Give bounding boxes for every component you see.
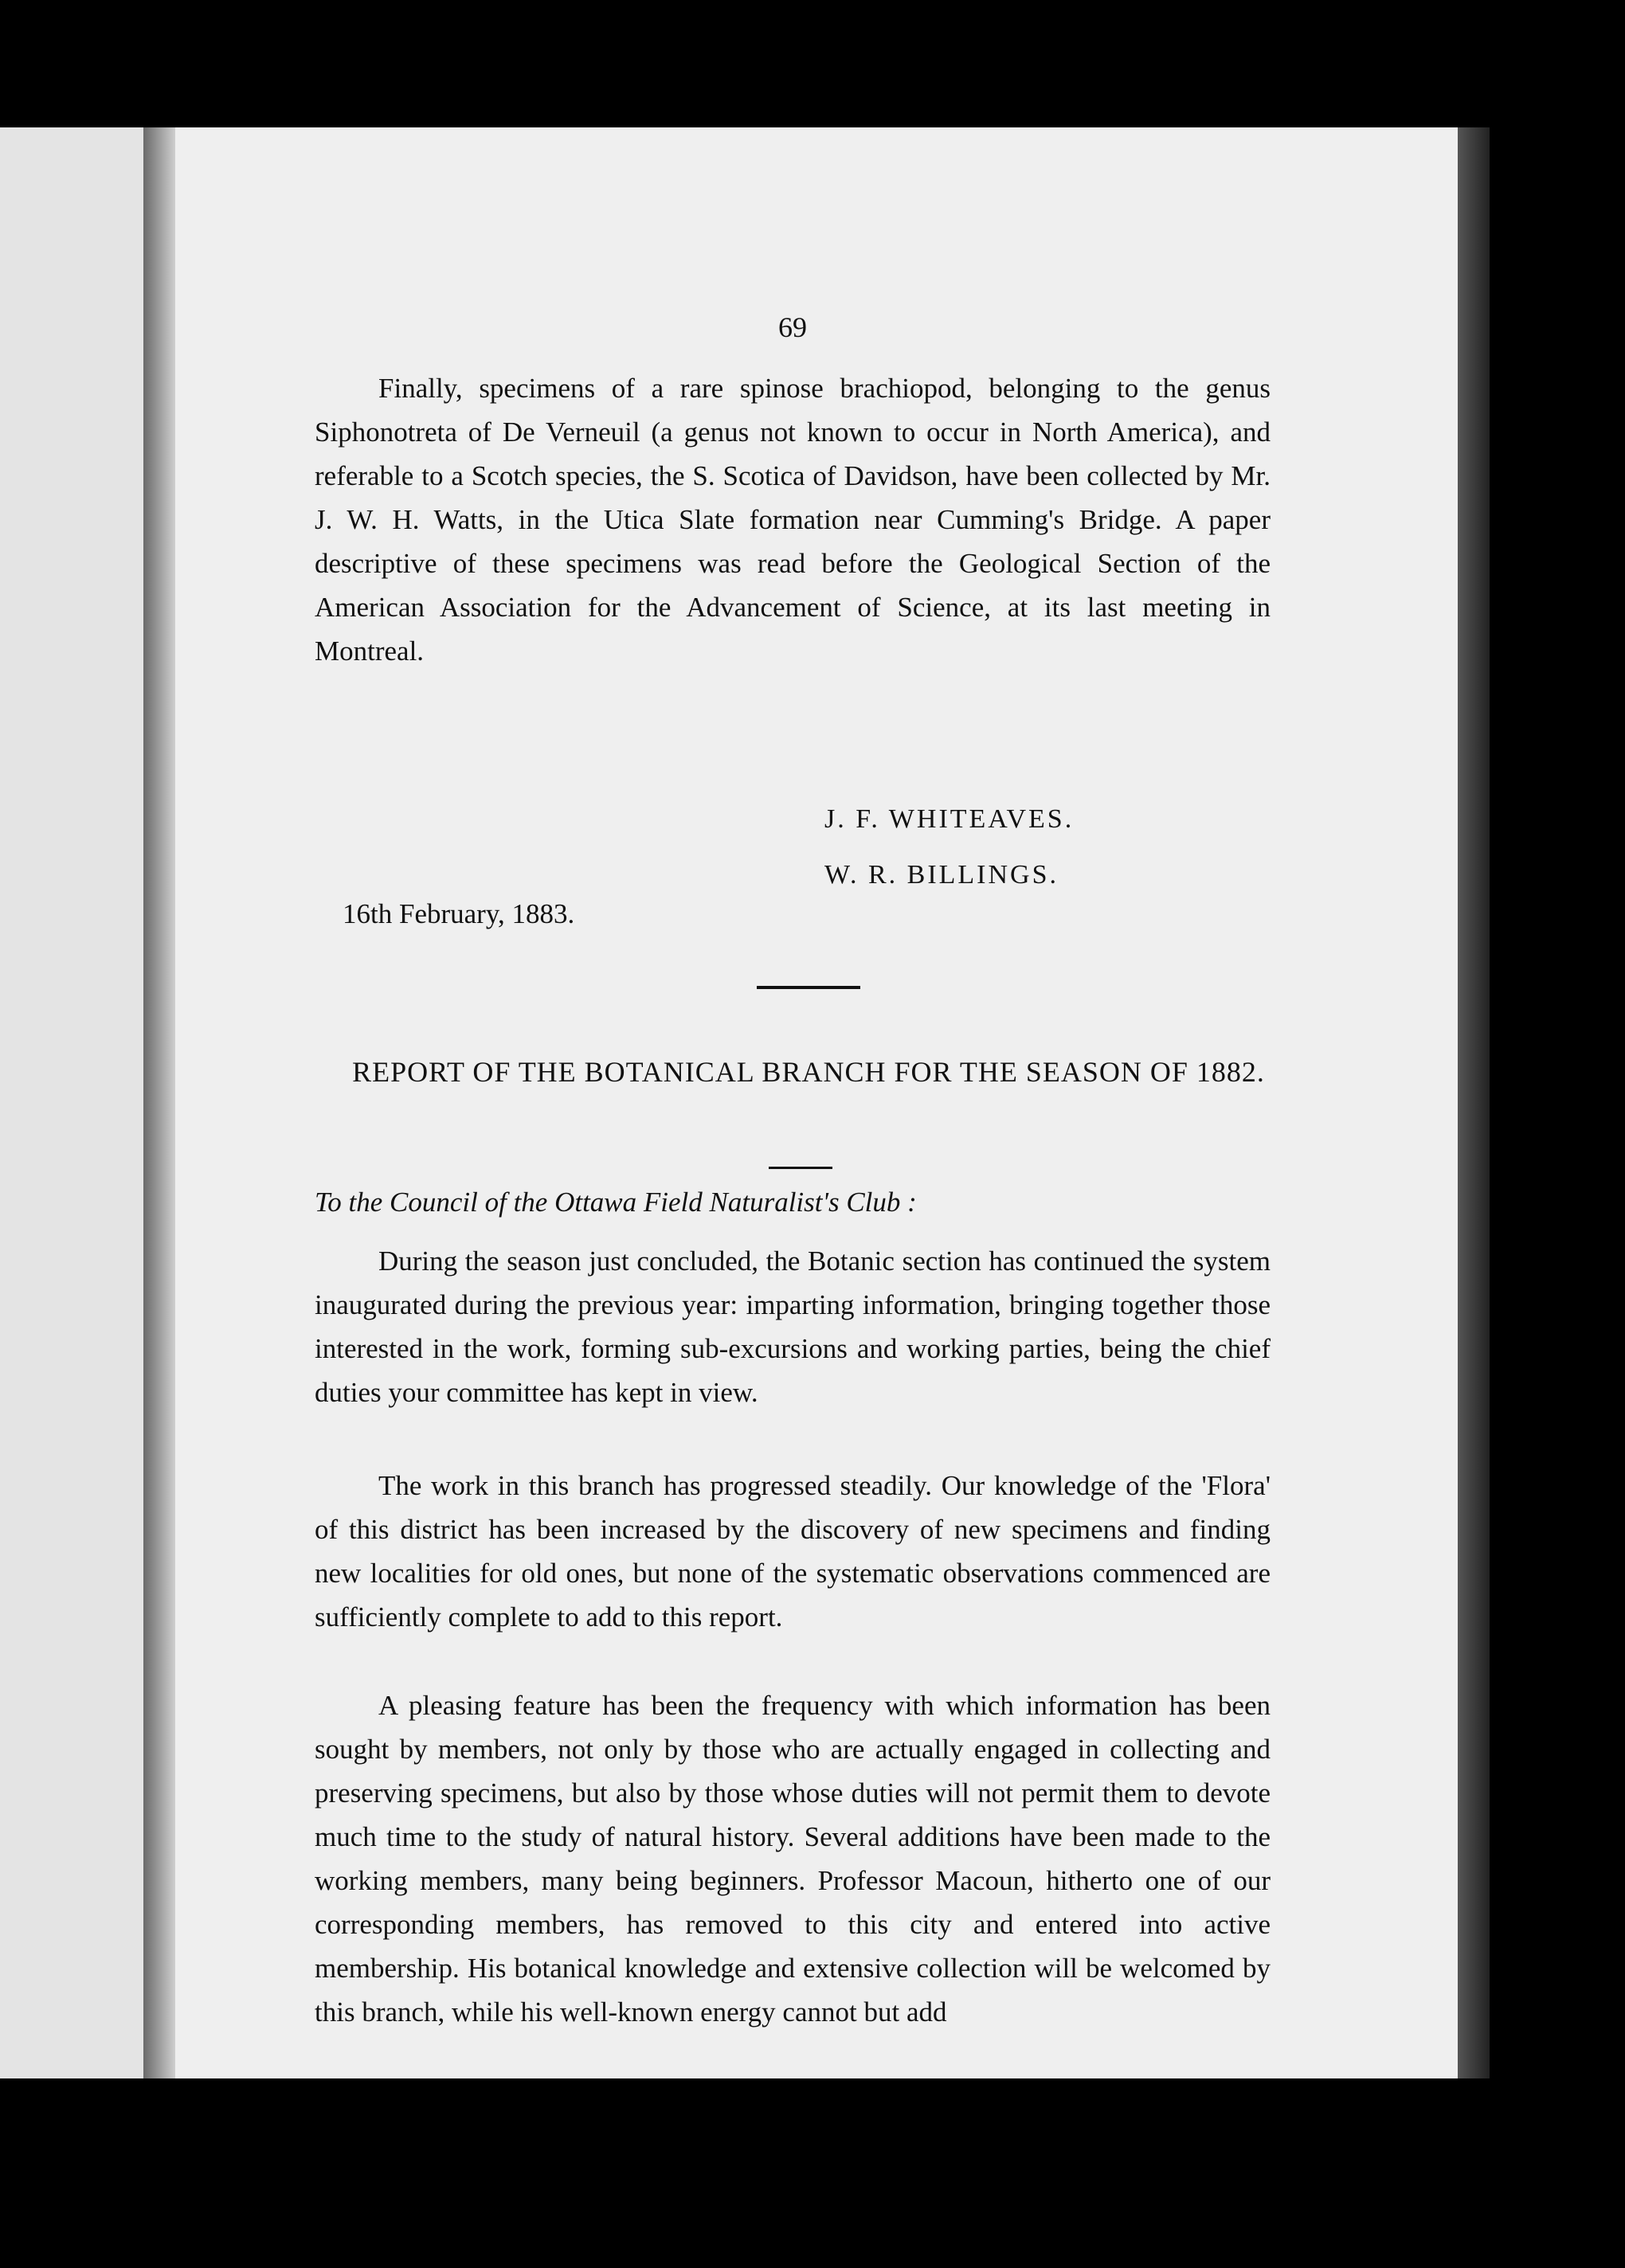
paragraph-season: During the season just concluded, the Botanic section has continued the system inaugurated during the previous year: imparting information, bringing together those interested in the work, forming sub-excursions and working parties, being the chief duties your committee has kept in view. (315, 1245, 1271, 1408)
date-line: 16th February, 1883. (343, 898, 575, 929)
report-title: REPORT OF THE BOTANICAL BRANCH FOR THE SEASON OF 1882. (352, 1056, 1265, 1088)
title-divider (769, 1167, 832, 1169)
book-page (175, 127, 1458, 2078)
paragraph-progress: The work in this branch has progressed steadily. Our knowledge of the 'Flora' of this district has been increased by the discovery of new specimens and finding new localities for old ones, but none of the systematic observations commenced are sufficiently complete to add to this report. (315, 1470, 1271, 1633)
book-gutter (143, 127, 175, 2078)
salutation: To the Council of the Ottawa Field Naturalist's Club : (315, 1187, 917, 1218)
adjacent-page (0, 127, 143, 2078)
section-divider (757, 986, 860, 989)
signature-billings: W. R. BILLINGS. (824, 860, 1059, 890)
page-number: 69 (778, 311, 807, 343)
paragraph-brachiopod: Finally, specimens of a rare spinose brachiopod, belonging to the genus Siphonotreta of De Verneuil (a genus not known to occur in North America), and referable to a Scotch species, the S. Scotica of Davidson, have been collected by Mr. J. W. H. Watts, in the Utica Slate formation near Cumming's Bridge. A paper descriptive of these specimens was read before the Geological Section of the American Association for the Advancement of Science, at its last meeting in Montreal. (315, 373, 1271, 667)
page-edge (1458, 127, 1490, 2078)
paragraph-members: A pleasing feature has been the frequency with which information has been sought by members, not only by those who are actually engaged in collecting and preserving specimens, but also by those whose duties will not permit them to devote much time to the study of natural history. Several additions have been made to the working members, many being beginners. Professor Macoun, hitherto one of our corresponding members, has removed to this city and entered into active membership. His botanical knowledge and extensive collection will be welcomed by this branch, while his well-known energy cannot but add (315, 1690, 1271, 2028)
signature-whiteaves: J. F. WHITEAVES. (824, 804, 1075, 834)
